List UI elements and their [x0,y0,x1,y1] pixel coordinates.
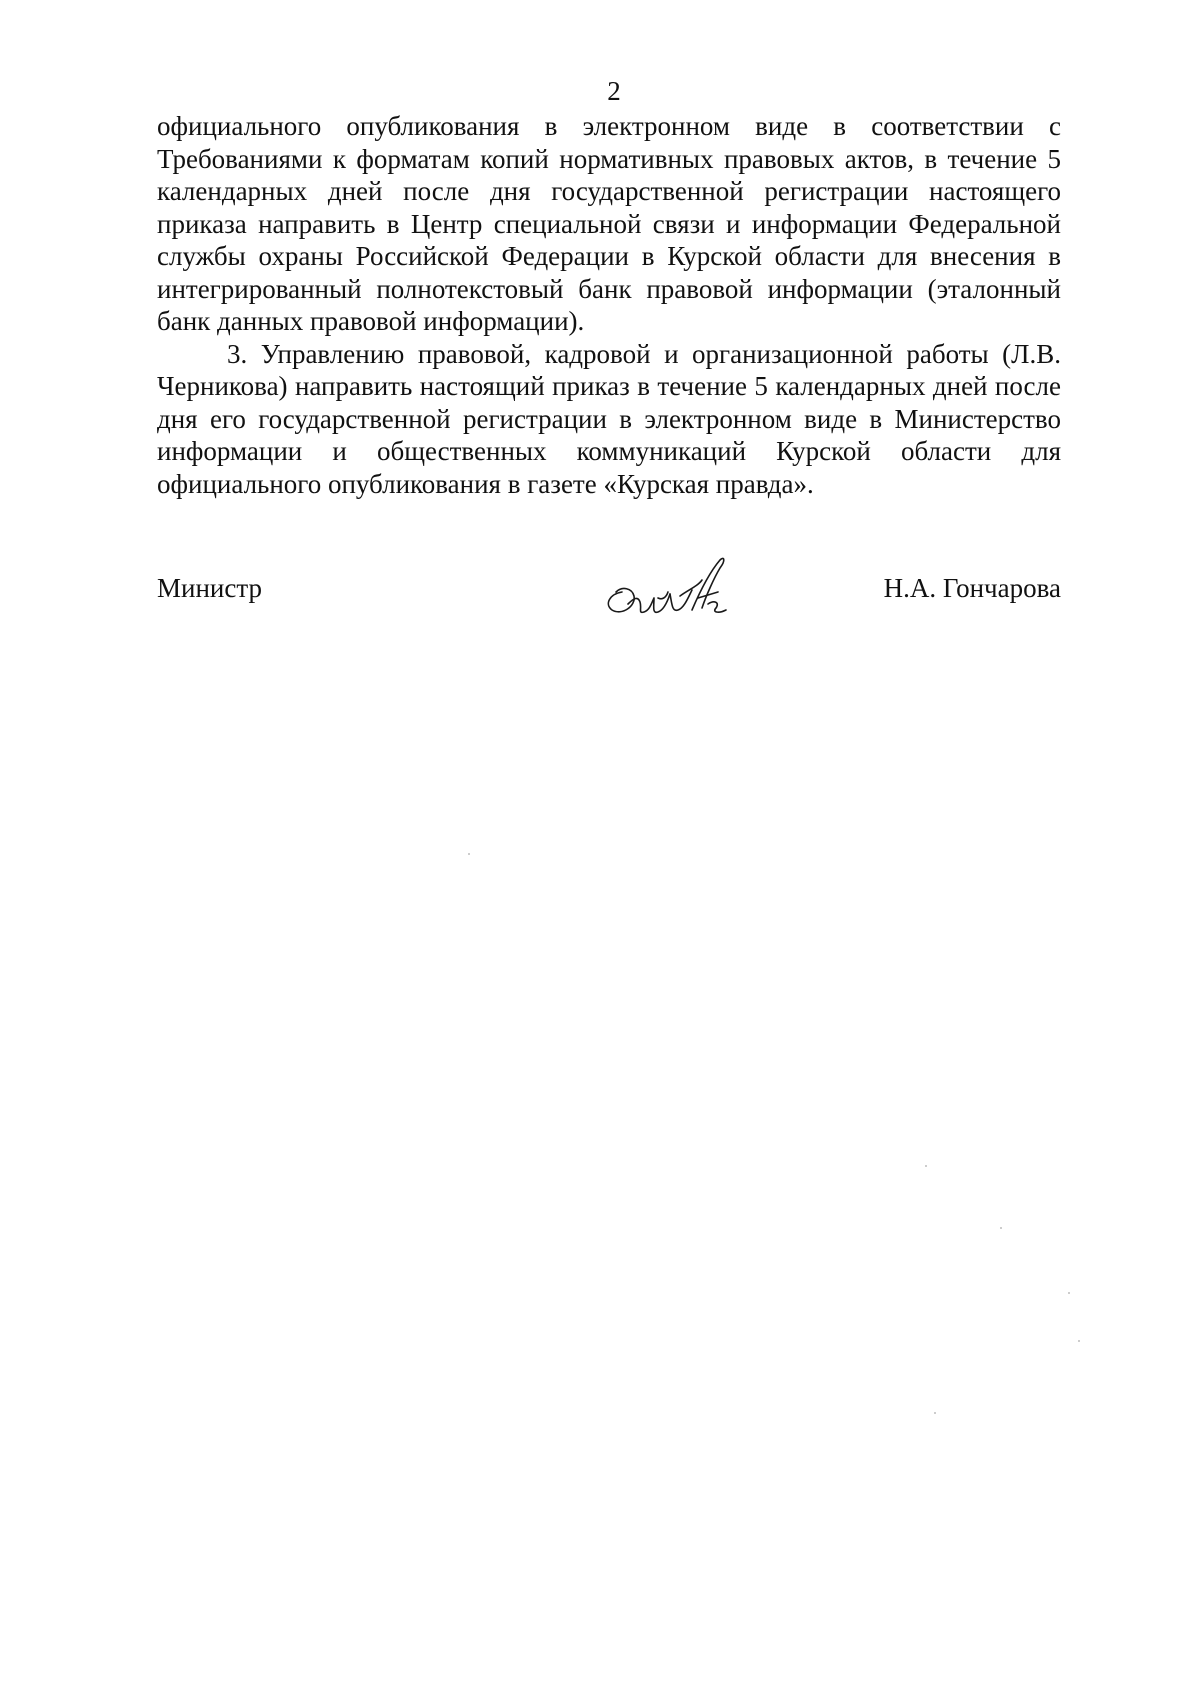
document-body [157,110,1061,500]
scan-speck [1068,1292,1070,1294]
scan-speck [934,1412,936,1414]
paragraph-item-3: 3. Управлению правовой, кадровой и организационной работы (Л.В. Черникова) направить настоящий приказ в течение 5 календарных дней после дня его государственной регистрации в электронном виде в Министерство информации и общественных коммуникаций Курской области для официального опубликования в газете «Курская правда». [157,338,1061,499]
handwritten-signature [592,540,752,632]
signatory-position: Министр [157,573,262,603]
scan-speck [1000,1227,1002,1229]
scan-speck [1078,1340,1080,1342]
signature-block [157,560,1061,640]
scan-speck [925,1165,927,1167]
scan-speck [468,853,470,855]
page-number: 2 [607,76,621,106]
paragraph-continuation: официального опубликования в электронном виде в соответствии с Требованиями к форматам копий нормативных правовых актов, в течение 5 календарных дней после дня государственной регистрации настоящего приказа направить в Центр специальной связи и информации Федеральной службы охраны Российской Федерации в Курской области для внесения в интегрированный полнотекстовый банк правовой информации (эталонный банк данных правовой информации). [157,111,1061,336]
signatory-name: Н.А. Гончарова [883,573,1061,603]
